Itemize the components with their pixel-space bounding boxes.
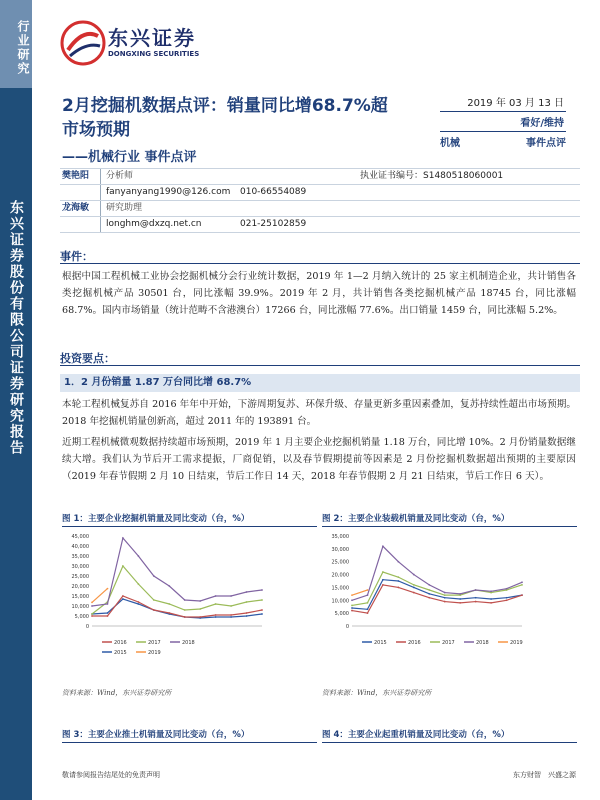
data-point-2018 — [351, 599, 353, 601]
data-point-2017 — [91, 613, 93, 615]
data-point-2017 — [413, 584, 415, 586]
y-tick-label: 30,000 — [71, 564, 89, 570]
data-point-2016 — [459, 602, 461, 604]
analyst-name: 樊艳阳 — [62, 171, 90, 181]
analyst-email[interactable]: longhm@dxzq.net.cn — [106, 219, 202, 229]
analyst-email[interactable]: fanyanyang1990@126.com — [106, 187, 231, 197]
legend-label-2016: 2016 — [114, 640, 127, 646]
data-point-2016 — [107, 615, 109, 617]
event-text: 根据中国工程机械工业协会挖掘机械分会行业统计数据，2019 年 1—2 月纳入统计的 25 家主机制造企业，共计销售各类挖掘机械产品 30501 台，同比涨幅 39.9%。2019 年 2 月，共计销售各类挖掘机械产品 18745 台，同比涨幅 68.7%。国内市场销量（统计范畴不含港澳台）17266 台，同比涨幅 77.6%。出口销量 1459 台，同比涨幅 5.2%。 — [62, 271, 576, 316]
analyst-row — [60, 168, 580, 184]
data-point-2016 — [91, 615, 93, 617]
y-tick-label: 25,000 — [331, 559, 349, 566]
data-point-2016 — [261, 609, 263, 611]
analyst-phone: 010-66554089 — [240, 187, 307, 197]
data-point-2017 — [137, 583, 139, 585]
data-point-2018 — [444, 592, 446, 594]
data-point-2015 — [459, 598, 461, 600]
data-point-2015 — [137, 603, 139, 605]
logo-mark-icon — [60, 20, 106, 66]
data-point-2017 — [382, 571, 384, 573]
y-tick-label: 45,000 — [71, 534, 89, 540]
data-point-2017 — [215, 603, 217, 605]
data-point-2019 — [351, 594, 353, 596]
data-point-2017 — [199, 608, 201, 610]
event-heading: 事件： — [60, 250, 93, 263]
data-point-2019 — [107, 588, 109, 590]
data-point-2018 — [490, 590, 492, 592]
points-heading: 投资要点： — [60, 352, 115, 365]
footer-slogan: 东方财智 兴盛之源 — [513, 771, 576, 779]
data-point-2018 — [428, 584, 430, 586]
data-point-2018 — [367, 594, 369, 596]
data-point-2017 — [351, 605, 353, 607]
tag-type: 事件点评 — [526, 138, 566, 149]
data-point-2018 — [215, 595, 217, 597]
legend-label-2019: 2019 — [510, 640, 523, 646]
series-line-2018 — [92, 538, 262, 606]
data-point-2018 — [475, 589, 477, 591]
data-point-2017 — [246, 601, 248, 603]
report-date: 2019 年 03 月 13 日 — [440, 94, 566, 112]
data-point-2017 — [230, 605, 232, 607]
data-point-2015 — [230, 616, 232, 618]
data-point-2015 — [367, 608, 369, 610]
data-point-2018 — [246, 591, 248, 593]
data-point-2015 — [261, 613, 263, 615]
section-rule — [60, 263, 580, 264]
legend-label-2015: 2015 — [374, 640, 387, 646]
data-point-2015 — [107, 612, 109, 614]
analyst-role: 分析师 — [106, 171, 134, 181]
y-tick-label: 35,000 — [331, 534, 349, 540]
point-1-title: 1．2 月份销量 1.87 万台同比增 68.7% — [60, 374, 580, 392]
divider — [60, 232, 580, 233]
data-point-2018 — [184, 599, 186, 601]
y-tick-label: 15,000 — [71, 594, 89, 600]
data-point-2015 — [215, 616, 217, 618]
analyst-role: 研究助理 — [106, 203, 143, 213]
data-point-2016 — [475, 601, 477, 603]
point-1-text-1: 本轮工程机械复苏自 2016 年年中开始，下游周期复苏、环保升级、存量更新多重因素叠加，复苏持续性超出市场预期。2018 年挖掘机销量创新高，超过 2011 年的 193891 台。 — [62, 399, 576, 427]
data-point-2017 — [153, 599, 155, 601]
section-rule — [60, 365, 580, 366]
data-point-2016 — [413, 592, 415, 594]
data-point-2016 — [506, 599, 508, 601]
data-point-2015 — [490, 598, 492, 600]
data-point-2017 — [184, 609, 186, 611]
data-point-2016 — [382, 584, 384, 586]
figure-2-source: 资料来源：Wind，东兴证券研究所 — [322, 689, 432, 697]
legend-label-2018: 2018 — [182, 640, 195, 646]
data-point-2016 — [444, 601, 446, 603]
series-line-2019 — [352, 590, 367, 595]
data-point-2016 — [246, 612, 248, 614]
analyst-table — [60, 168, 580, 232]
data-point-2019 — [91, 602, 93, 604]
y-tick-label: 20,000 — [331, 572, 349, 579]
data-point-2018 — [137, 555, 139, 557]
data-point-2018 — [397, 561, 399, 563]
data-point-2019 — [367, 589, 369, 591]
y-tick-label: 0 — [85, 624, 89, 630]
legend-label-2015: 2015 — [114, 650, 127, 656]
logo-text-en: DONGXING SECURITIES — [108, 50, 200, 58]
sidebar — [0, 0, 32, 800]
data-point-2015 — [351, 607, 353, 609]
sidebar-top-label: 行业研究 — [16, 20, 30, 76]
data-point-2016 — [521, 594, 523, 596]
y-tick-label: 5,000 — [74, 614, 89, 620]
figure-1-title: 图 1：主要企业挖掘机销量及同比变动（台，%） — [62, 512, 317, 527]
data-point-2018 — [506, 588, 508, 590]
figure-1-source: 资料来源：Wind，东兴证券研究所 — [62, 689, 172, 697]
data-point-2016 — [199, 616, 201, 618]
y-tick-label: 10,000 — [331, 598, 349, 605]
data-point-2017 — [367, 602, 369, 604]
data-point-2016 — [168, 612, 170, 614]
data-point-2015 — [413, 587, 415, 589]
figure-2-chart — [322, 530, 577, 660]
data-point-2017 — [521, 584, 523, 586]
data-point-2015 — [382, 579, 384, 581]
data-point-2018 — [261, 589, 263, 591]
analyst-contact-row — [60, 184, 580, 200]
tag-industry: 机械 — [440, 138, 460, 149]
company-logo — [60, 18, 240, 68]
legend-label-2017: 2017 — [442, 640, 455, 646]
y-tick-label: 20,000 — [71, 584, 89, 590]
data-point-2017 — [428, 589, 430, 591]
data-point-2016 — [137, 601, 139, 603]
y-tick-label: 35,000 — [71, 554, 89, 560]
data-point-2018 — [107, 603, 109, 605]
legend-label-2016: 2016 — [408, 640, 421, 646]
footer-disclaimer[interactable]: 敬请参阅报告结尾处的免责声明 — [62, 771, 160, 779]
data-point-2016 — [397, 587, 399, 589]
data-point-2016 — [184, 616, 186, 618]
report-title: 2月挖掘机数据点评：销量同比增68.7%超市场预期 — [62, 96, 388, 140]
y-tick-label: 25,000 — [71, 574, 89, 580]
y-tick-label: 0 — [345, 624, 349, 630]
data-point-2015 — [397, 580, 399, 582]
analyst-cert: 执业证书编号：S1480518060001 — [360, 171, 504, 181]
data-point-2017 — [261, 599, 263, 601]
y-tick-label: 5,000 — [334, 611, 349, 618]
data-point-2015 — [506, 597, 508, 599]
y-tick-label: 40,000 — [71, 544, 89, 550]
analyst-contact-row — [60, 216, 580, 232]
legend-label-2017: 2017 — [148, 640, 161, 646]
figure-4-title: 图 4：主要企业起重机销量及同比变动（台，%） — [322, 728, 577, 743]
data-point-2016 — [351, 610, 353, 612]
data-point-2016 — [230, 614, 232, 616]
data-point-2015 — [444, 597, 446, 599]
y-tick-label: 10,000 — [71, 604, 89, 610]
data-point-2018 — [230, 595, 232, 597]
data-point-2017 — [444, 594, 446, 596]
report-meta-box — [440, 94, 566, 149]
data-point-2018 — [168, 585, 170, 587]
data-point-2016 — [122, 595, 124, 597]
data-point-2017 — [397, 576, 399, 578]
figure-1-chart — [62, 530, 317, 660]
data-point-2018 — [91, 605, 93, 607]
report-subtitle: ——机械行业 事件点评 — [62, 150, 197, 165]
data-point-2015 — [428, 593, 430, 595]
data-point-2016 — [367, 612, 369, 614]
data-point-2016 — [490, 602, 492, 604]
data-point-2015 — [246, 615, 248, 617]
series-line-2017 — [92, 566, 262, 614]
data-point-2016 — [428, 597, 430, 599]
data-point-2018 — [153, 575, 155, 577]
sidebar-main-label: 东兴证券股份有限公司证券研究报告 — [8, 200, 24, 456]
data-point-2018 — [413, 574, 415, 576]
report-tags — [440, 132, 566, 149]
analyst-phone: 021-25102859 — [240, 219, 307, 229]
data-point-2016 — [215, 614, 217, 616]
analyst-name: 龙海敏 — [62, 203, 90, 213]
data-point-2018 — [382, 545, 384, 547]
data-point-2015 — [122, 598, 124, 600]
data-point-2018 — [122, 537, 124, 539]
figure-2-title: 图 2：主要企业装载机销量及同比变动（台，%） — [322, 512, 577, 527]
legend-label-2019: 2019 — [148, 650, 161, 656]
data-point-2018 — [459, 593, 461, 595]
data-point-2015 — [475, 597, 477, 599]
legend-label-2018: 2018 — [476, 640, 489, 646]
data-point-2018 — [521, 581, 523, 583]
y-tick-label: 15,000 — [331, 585, 349, 592]
data-point-2016 — [153, 609, 155, 611]
logo-text-cn: 东兴证券 — [108, 26, 196, 50]
data-point-2017 — [168, 603, 170, 605]
data-point-2017 — [122, 565, 124, 567]
figure-3-title: 图 3：主要企业推土机销量及同比变动（台，%） — [62, 728, 317, 743]
analyst-row — [60, 200, 580, 216]
report-rating: 看好/维持 — [440, 112, 566, 132]
y-tick-label: 30,000 — [331, 546, 349, 553]
series-line-2019 — [92, 589, 107, 603]
data-point-2018 — [199, 600, 201, 602]
point-1-text-2: 近期工程机械微观数据持续超市场预期，2019 年 1 月主要企业挖掘机销量 1.18 万台，同比增 10%。2 月份销量数据继续大增。我们认为节后开工需求提振，厂商促销，以及春节假期提前等因素是 2 月份挖掘机数据超出预期的主要原因（2019 年春节假期 2 月 10 日结束，节后工作日 14 天，2018 年春节假期 2 月 21 日结束，节后工作日 6 天）。 — [62, 437, 576, 482]
